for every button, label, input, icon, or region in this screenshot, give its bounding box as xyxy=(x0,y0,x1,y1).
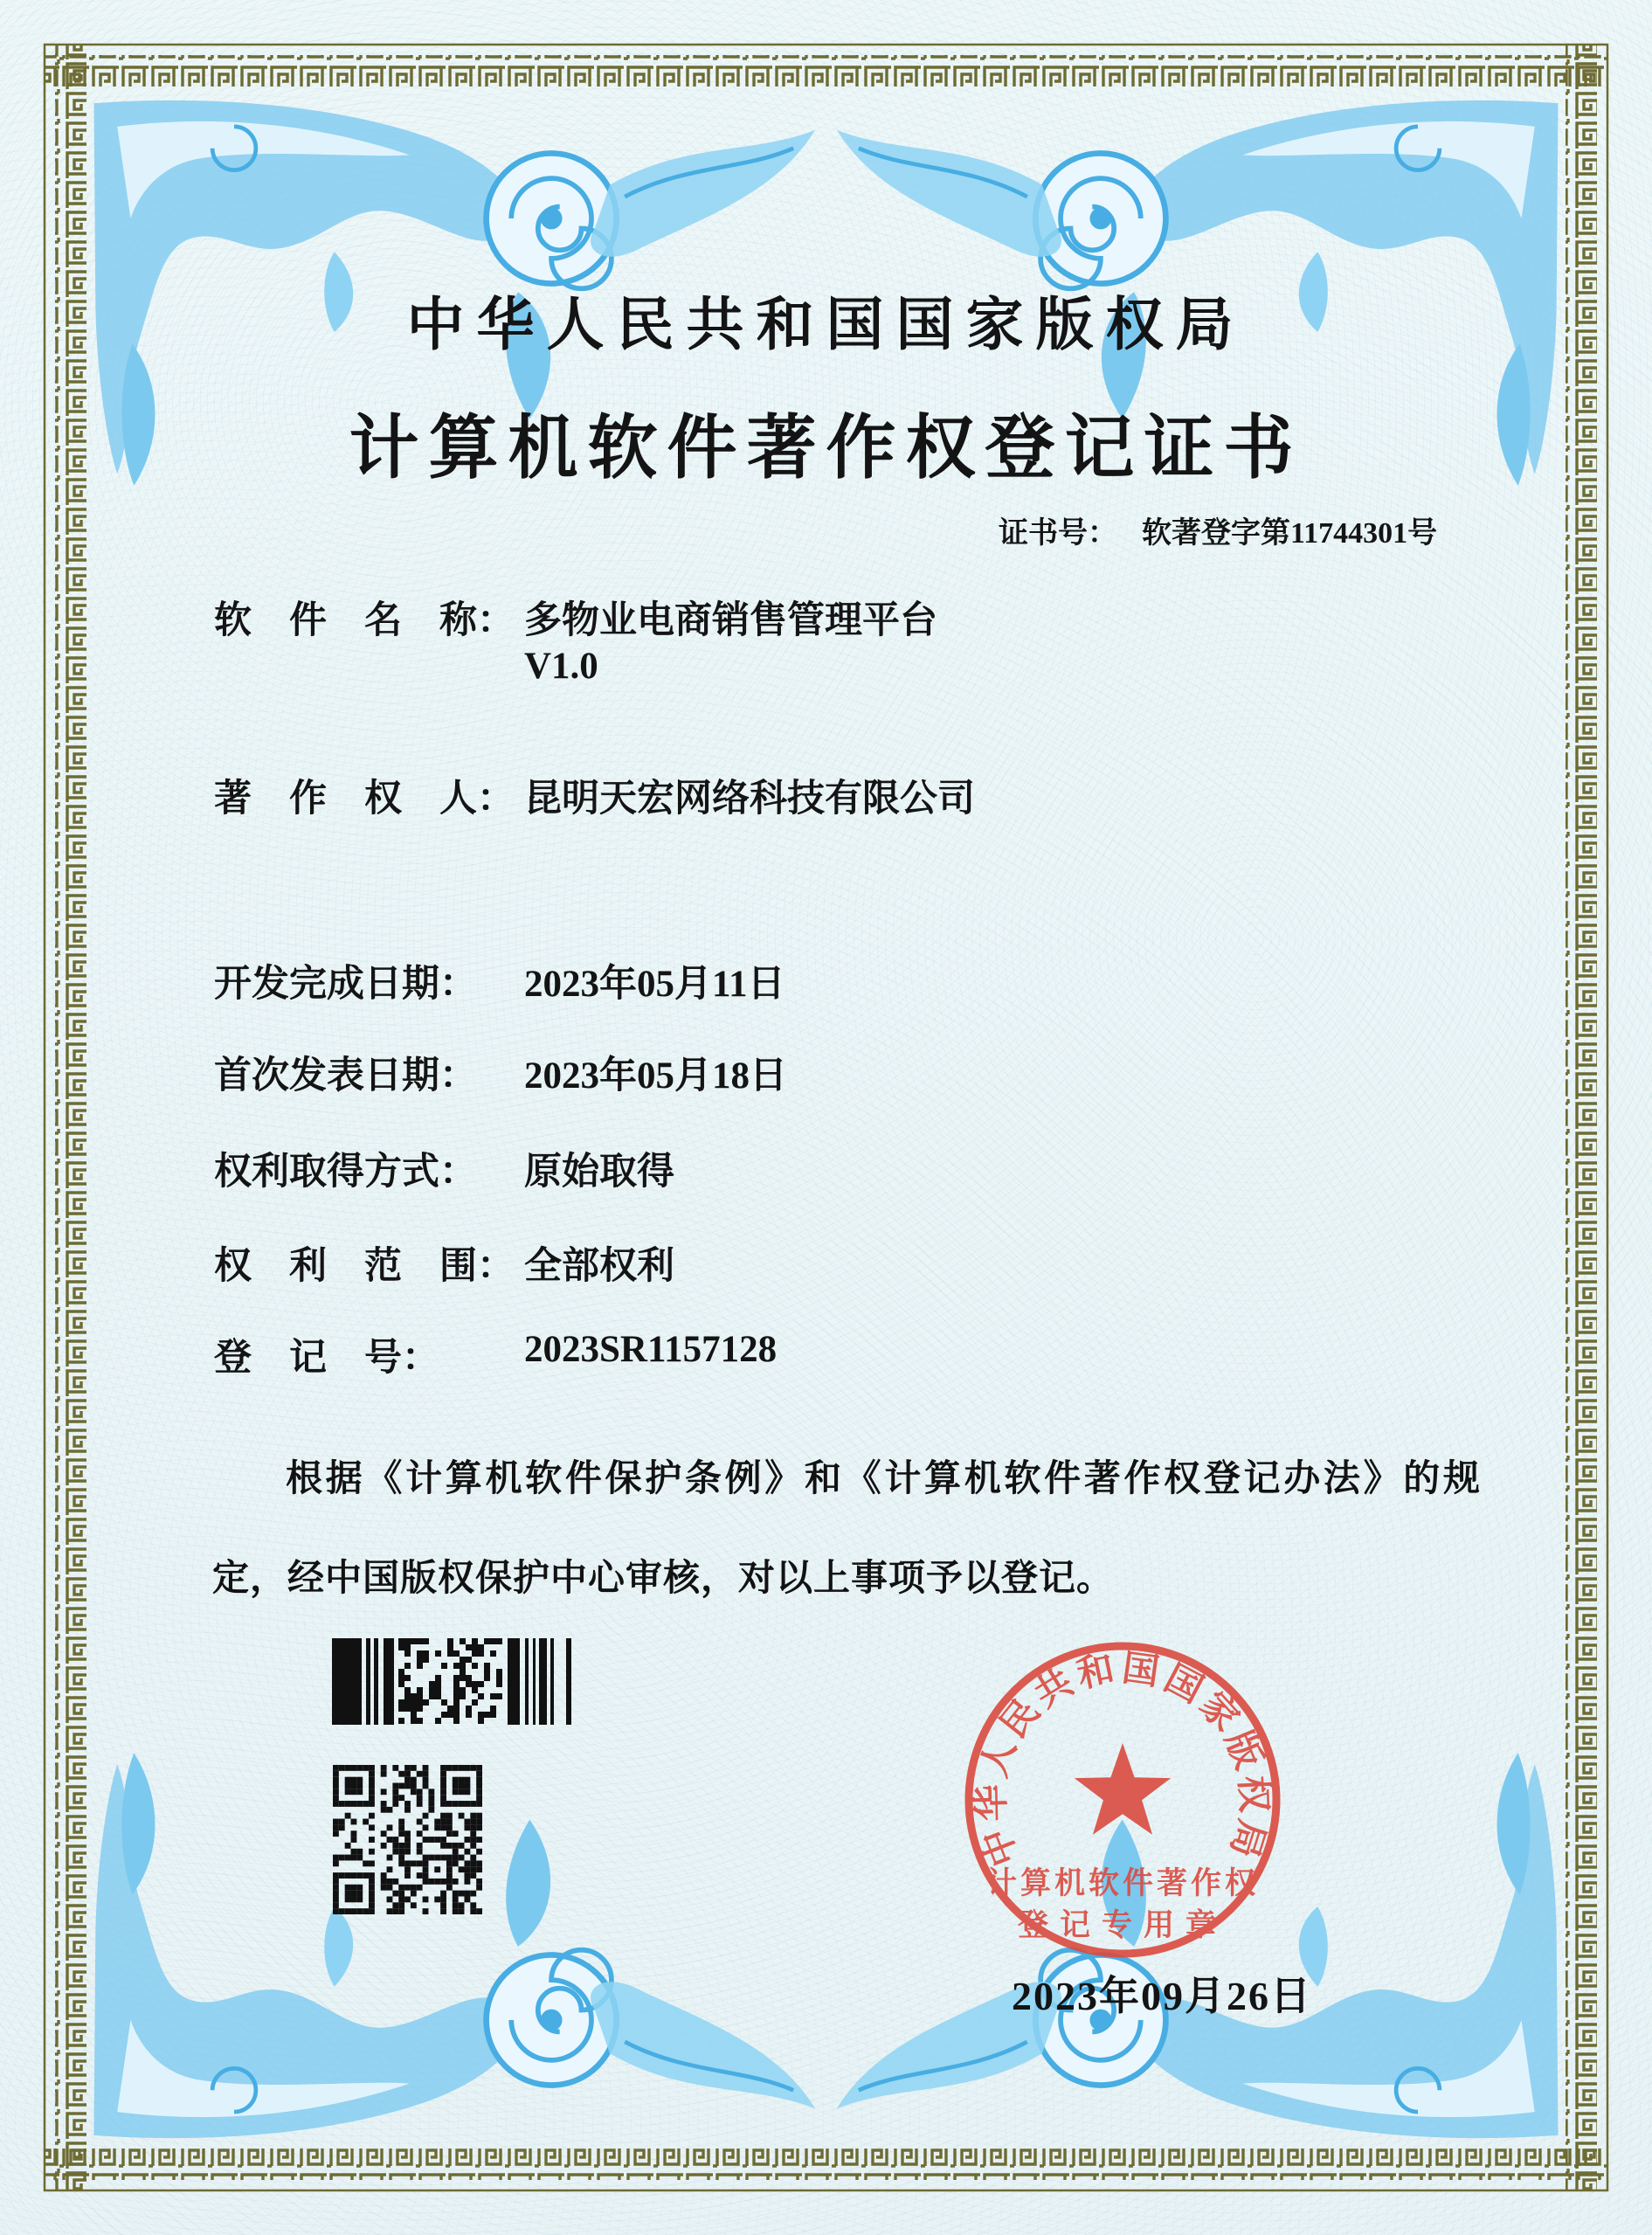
field-value-copyright-owner: 昆明天宏网络科技有限公司 xyxy=(524,778,975,820)
field-value-rights-scope: 全部权利 xyxy=(524,1246,674,1287)
seal-ring-text: 中华人民共和国国家版权局 xyxy=(971,1648,1274,1872)
certificate-number xyxy=(999,509,1437,551)
field-label-first-publish-date: 首次发表日期： xyxy=(214,1055,477,1097)
field-label-registration-number: 登 记 号： xyxy=(214,1338,439,1379)
seal-text-line1: 计算机软件著作权 xyxy=(985,1866,1260,1900)
barcode xyxy=(332,1638,571,1725)
authority-title: 中华人民共和国国家版权局 xyxy=(406,294,1246,357)
field-value-rights-acquisition: 原始取得 xyxy=(524,1152,674,1193)
field-value-first-publish-date: 2023年05月18日 xyxy=(524,1055,787,1097)
registration-statement: 根据《计算机软件保护条例》和《计算机软件著作权登记办法》的规定，经中国版权保护中心审核，对以上事项予以登记。 xyxy=(212,1459,1481,1599)
certificate-title: 计算机软件著作权登记证书 xyxy=(349,411,1303,488)
field-label-dev-complete-date: 开发完成日期： xyxy=(214,964,477,1005)
seal-star-icon xyxy=(1075,1743,1171,1835)
issue-date: 2023年09月26日 xyxy=(1012,1974,1312,2018)
certificate-number-label: 证书号： xyxy=(999,517,1117,550)
qr-code xyxy=(333,1765,482,1914)
field-value-dev-complete-date: 2023年05月11日 xyxy=(524,964,785,1005)
field-value-software-version: V1.0 xyxy=(524,646,598,687)
field-value-registration-number: 2023SR1157128 xyxy=(524,1329,778,1370)
field-label-copyright-owner: 著 作 权 人： xyxy=(214,778,515,820)
field-label-software-name: 软 件 名 称： xyxy=(214,600,515,641)
seal-text-line2: 登记专用章 xyxy=(1017,1908,1228,1942)
field-label-rights-acquisition: 权利取得方式： xyxy=(214,1152,477,1193)
official-seal xyxy=(944,1621,1302,1988)
field-label-rights-scope: 权 利 范 围： xyxy=(214,1246,515,1287)
certificate-number-value: 软著登字第11744301号 xyxy=(1142,517,1438,550)
field-value-software-name: 多物业电商销售管理平台 xyxy=(524,600,937,641)
